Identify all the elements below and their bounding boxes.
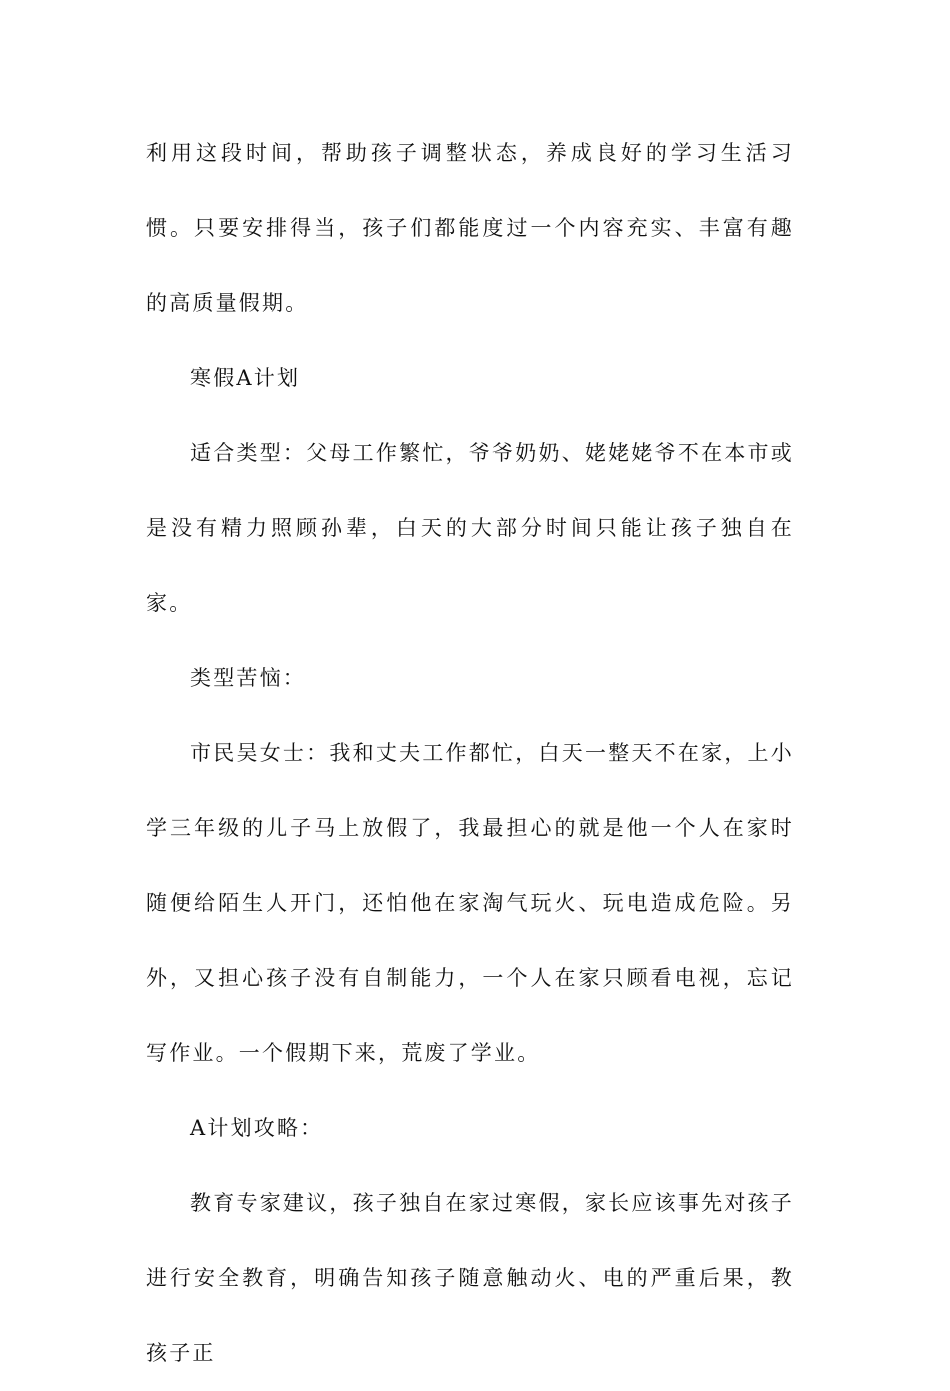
paragraph-expert-advice: 教育专家建议，孩子独自在家过寒假，家长应该事先对孩子进行安全教育，明确告知孩子随意触动火、电的严重后果，教孩子正: [146, 1191, 794, 1365]
paragraph-citizen-quote: 市民吴女士：我和丈夫工作都忙，白天一整天不在家，上小学三年级的儿子马上放假了，我最担心的就是他一个人在家时随便给陌生人开门，还怕他在家淘气玩火、玩电造成危险。另外，又担心孩子没有自制能力，一个人在家只顾看电视，忘记写作业。一个假期下来，荒废了学业。: [146, 741, 794, 1065]
paragraph-type-worries-label: 类型苦恼：: [190, 666, 306, 690]
paragraph-suitable-type: 适合类型：父母工作繁忙，爷爷奶奶、姥姥姥爷不在本市或是没有精力照顾孙辈，白天的大部分时间只能让孩子独自在家。: [146, 441, 794, 615]
section-heading-plan-a: 寒假A计划: [190, 366, 301, 390]
document-body: [146, 116, 794, 1391]
paragraph-continuation: 利用这段时间，帮助孩子调整状态，养成良好的学习生活习惯。只要安排得当，孩子们都能度过一个内容充实、丰富有趣的高质量假期。: [146, 141, 794, 315]
paragraph-plan-a-strategy-label: A计划攻略：: [190, 1116, 324, 1140]
